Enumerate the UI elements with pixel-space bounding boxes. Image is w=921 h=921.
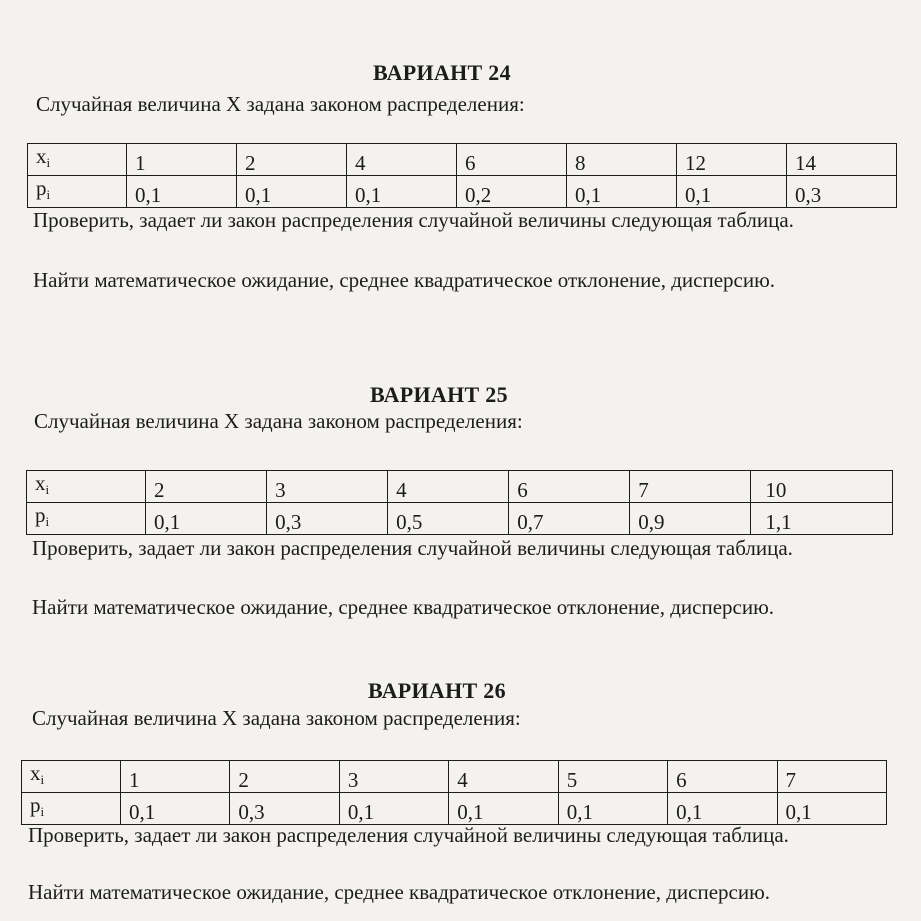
p-cell: 1,1 — [751, 503, 893, 535]
x-cell: 2 — [146, 471, 267, 503]
p-cell: 0,1 — [558, 793, 667, 825]
x-cell: 14 — [787, 144, 897, 176]
x-cell: 8 — [567, 144, 677, 176]
p-cell: 0,1 — [121, 793, 230, 825]
task-check: Проверить, задает ли закон распределения случайной величины следующая таблица. — [32, 536, 793, 560]
x-cell: 2 — [230, 761, 339, 793]
p-cell: 0,1 — [339, 793, 448, 825]
p-cell: 0,1 — [127, 176, 237, 208]
x-cell: 7 — [777, 761, 886, 793]
p-cell: 0,3 — [230, 793, 339, 825]
x-cell: 4 — [347, 144, 457, 176]
row-label-p: $p_i$ — [27, 503, 146, 535]
bleed-through-decoration — [600, 55, 900, 57]
p-cell: 0,1 — [449, 793, 558, 825]
p-cell: 0,1 — [237, 176, 347, 208]
p-cell: 0,1 — [777, 793, 886, 825]
x-cell: 1 — [127, 144, 237, 176]
p-cell: 0,3 — [267, 503, 388, 535]
task-check: Проверить, задает ли закон распределения случайной величины следующая таблица. — [33, 208, 794, 232]
p-cell: 0,5 — [388, 503, 509, 535]
row-label-x: $x_i$ — [27, 471, 146, 503]
p-cell: 0,1 — [677, 176, 787, 208]
table-row-x — [28, 144, 897, 176]
x-cell: 5 — [558, 761, 667, 793]
table-row-p — [28, 176, 897, 208]
task-compute: Найти математическое ожидание, среднее квадратическое отклонение, дисперсию. — [33, 268, 776, 292]
row-label-p: $p_i$ — [22, 793, 121, 825]
x-cell: 2 — [237, 144, 347, 176]
task-compute: Найти математическое ожидание, среднее квадратическое отклонение, дисперсию. — [32, 595, 775, 619]
p-cell: 0,2 — [457, 176, 567, 208]
variant-intro: Случайная величина X задана законом распределения: — [34, 409, 523, 433]
row-label-p: $p_i$ — [28, 176, 127, 208]
task-check: Проверить, задает ли закон распределения случайной величины следующая таблица. — [28, 823, 789, 847]
task-compute: Найти математическое ожидание, среднее квадратическое отклонение, дисперсию. — [28, 880, 771, 904]
p-cell: 0,9 — [630, 503, 751, 535]
x-cell: 10 — [751, 471, 893, 503]
variant-intro: Случайная величина X задана законом распределения: — [32, 706, 521, 730]
x-cell: 7 — [630, 471, 751, 503]
table-row-p — [22, 793, 887, 825]
distribution-table — [21, 760, 887, 825]
variant-intro: Случайная величина X задана законом распределения: — [36, 92, 525, 116]
table-row-x — [27, 471, 893, 503]
variant-title: ВАРИАНТ 25 — [370, 382, 508, 407]
p-cell: 0,3 — [787, 176, 897, 208]
x-cell: 12 — [677, 144, 787, 176]
x-cell: 1 — [121, 761, 230, 793]
p-cell: 0,1 — [567, 176, 677, 208]
row-label-x: $x_i$ — [22, 761, 121, 793]
table-row-x — [22, 761, 887, 793]
p-cell: 0,1 — [347, 176, 457, 208]
distribution-table — [26, 470, 893, 535]
x-cell: 6 — [457, 144, 567, 176]
p-cell: 0,7 — [509, 503, 630, 535]
x-cell: 4 — [449, 761, 558, 793]
p-cell: 0,1 — [146, 503, 267, 535]
variant-title: ВАРИАНТ 24 — [373, 60, 511, 85]
variant-title: ВАРИАНТ 26 — [368, 678, 506, 703]
x-cell: 4 — [388, 471, 509, 503]
x-cell: 6 — [668, 761, 777, 793]
row-label-x: $x_i$ — [28, 144, 127, 176]
table-row-p — [27, 503, 893, 535]
distribution-table — [27, 143, 897, 208]
x-cell: 3 — [339, 761, 448, 793]
p-cell: 0,1 — [668, 793, 777, 825]
x-cell: 6 — [509, 471, 630, 503]
x-cell: 3 — [267, 471, 388, 503]
